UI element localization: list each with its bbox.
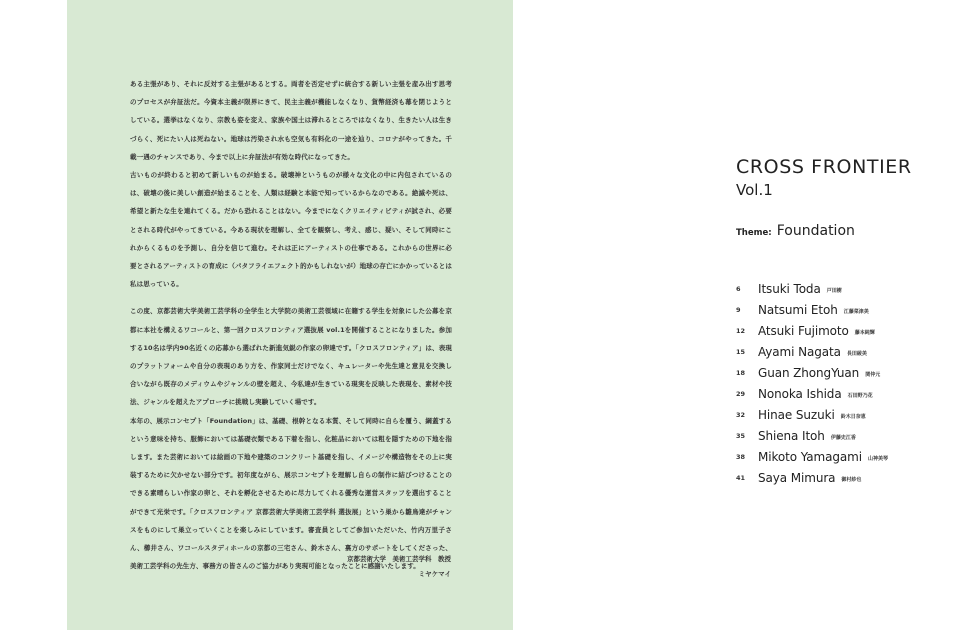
essay-paragraph: 古いものが終わると初めて新しいものが始まる。破壊神というものが様々な文化の中に内包されているのは、破壊の後に美しい創造が始まることを、人類は経験と本能で知っているからなのである。絶滅や死は、希望と新たな生を連れてくる。だから恐れることはない。今までになくクリエイティビティが試され、必要とされる時代がやってきている。今ある現状を理解し、全てを観察し、考え、感じ、疑い、そして同時にこれからくるものを予測し、自分を信じて進む。それは正にアーティストの仕事である。これからの世界に必要とされるアーティストの育成に（パタフライエフェクト的かもしれないが）地球の存亡にかかっているとは私は思っている。 (130, 171, 452, 289)
artist-name: Itsuki Toda (758, 281, 821, 296)
publication-title: CROSS FRONTIER (736, 156, 912, 178)
artist-name-jp: 伊藤史江香 (830, 435, 856, 441)
toc-entry[interactable] (736, 278, 966, 299)
toc-entry[interactable] (736, 425, 966, 446)
signature (347, 552, 451, 582)
essay-paragraph: ある主張があり、それに反対する主張があるとする。両者を否定せずに統合する新しい主張を産み出す思考のプロセスが弁証法だ。今資本主義が限界にきて、民主主義が機能しなくなり、貨幣経済も幕を閉じようとしている。選挙はなくなり、宗教も姿を変え、家族や国土は滞れるところではなくなり、生きたい人は生きづらく、死にたい人は死ねない。地球は汚染され水も空気も有料化の一途を辿り、コロナがやってきた。千載一遇のチャンスであり、今まで以上に弁証法が有効な時代になってきた。 (130, 80, 452, 161)
artist-name-jp: 藤本純輝 (854, 330, 875, 336)
theme-line (736, 220, 912, 239)
artist-name: Shiena Itoh (758, 428, 825, 443)
toc-page-number: 12 (736, 326, 746, 335)
toc-entry[interactable] (736, 299, 966, 320)
volume-label: Vol.1 (736, 181, 773, 199)
artist-name-jp: 山神美琴 (867, 456, 888, 462)
toc-entry[interactable] (736, 467, 966, 488)
essay-page (67, 0, 513, 630)
toc-entry[interactable] (736, 362, 966, 383)
toc-page-number: 41 (736, 473, 746, 482)
toc-entry[interactable] (736, 320, 966, 341)
theme-value: Foundation (776, 223, 855, 239)
artist-name: Ayami Nagata (758, 344, 841, 359)
essay-text (130, 75, 452, 575)
artist-name: Nonoka Ishida (758, 386, 842, 401)
theme-label: Theme: (736, 228, 772, 238)
artist-name: Guan ZhongYuan (758, 365, 860, 380)
table-of-contents (736, 278, 966, 488)
artist-name: Mikoto Yamagami (758, 449, 862, 464)
artist-name-jp: 関仲元 (865, 372, 881, 378)
essay-paragraph: 本年の、展示コンセプト「Foundation」は、基礎、根幹となる本質、そして同時に自らを覆う、綱蓋するという意味を持ち、服飾においては基礎衣類である下着を指し、化粧品においては粗を隠すための下地を指します。また芸術においては絵画の下地や建築のコンクリート基礎を指し、イメージや構造物をその上に実装するために欠かせない部分です。初年度ながら、展示コンセプトを理解し自らの制作に結びつけることのできる素晴らしい作家の卵と、それを孵化させるために尽力してくれる優秀な運営スタッフを選出することができて光栄です。「クロスフロンティア 京都芸術大学美術工芸学科 選抜展」という巣から雛鳥達がチャンスをものにして巣立っていくことを楽しみにしています。審査員としてご参加いただいた、竹内万里子さん、櫛井さん、ワコールスタディホールの京都の三宅さん、鈴木さん、裏方のサポートをしてくださった、美術工芸学科の先生方、事務方の皆さんのご協力があり実現可能となったことに感謝いたします。 (130, 416, 452, 571)
essay-paragraph: この度、京都芸術大学美術工芸学科の全学生と大学院の美術工芸領域に在籍する学生を対象にした公募を京都に本社を構えるワコールと、第一回クロスフロンティア選抜展 vol.1を開催することになりました。参加する10名は学内90名近くの応募から選ばれた新進気鋭の作家の卵達です。「クロスフロンティア」は、表現のプラットフォームや自分の表現のあり方を、作家同士だけでなく、キュレーターや先生達と意見を交換し合いながら既存のメディウムやジャンルの壁を超え、今私達が生きている現実を反映した表現を、素材や技法、ジャンルを超えたアプローチに挑戦し実験していく場です。 (130, 307, 452, 407)
toc-page-number: 32 (736, 410, 746, 419)
artist-name: Saya Mimura (758, 470, 836, 485)
toc-page-number: 38 (736, 452, 746, 461)
artist-name-jp: 鈴木日奈恵 (840, 414, 866, 420)
toc-entry[interactable] (736, 404, 966, 425)
toc-entry[interactable] (736, 341, 966, 362)
toc-entry[interactable] (736, 383, 966, 404)
artist-name-jp: 御村紗也 (841, 477, 862, 483)
toc-page-number: 6 (736, 284, 741, 293)
artist-name-jp: 江藤菜津美 (843, 309, 869, 315)
toc-page-number: 15 (736, 347, 746, 356)
artist-name: Natsumi Etoh (758, 302, 838, 317)
artist-name: Hinae Suzuki (758, 407, 835, 422)
toc-entry[interactable] (736, 446, 966, 467)
title-block (736, 156, 912, 239)
artist-name-jp: 戸田樹 (826, 288, 842, 294)
toc-page-number: 9 (736, 305, 741, 314)
signature-name: ミヤケマイ (418, 570, 451, 578)
artist-name-jp: 長田綾美 (846, 351, 867, 357)
toc-page-number: 18 (736, 368, 746, 377)
toc-page-number: 29 (736, 389, 746, 398)
toc-page-number: 35 (736, 431, 746, 440)
artist-name: Atsuki Fujimoto (758, 323, 849, 338)
artist-name-jp: 石田野乃花 (847, 393, 873, 399)
signature-affiliation: 京都芸術大学 美術工芸学科 教授 (347, 555, 451, 563)
